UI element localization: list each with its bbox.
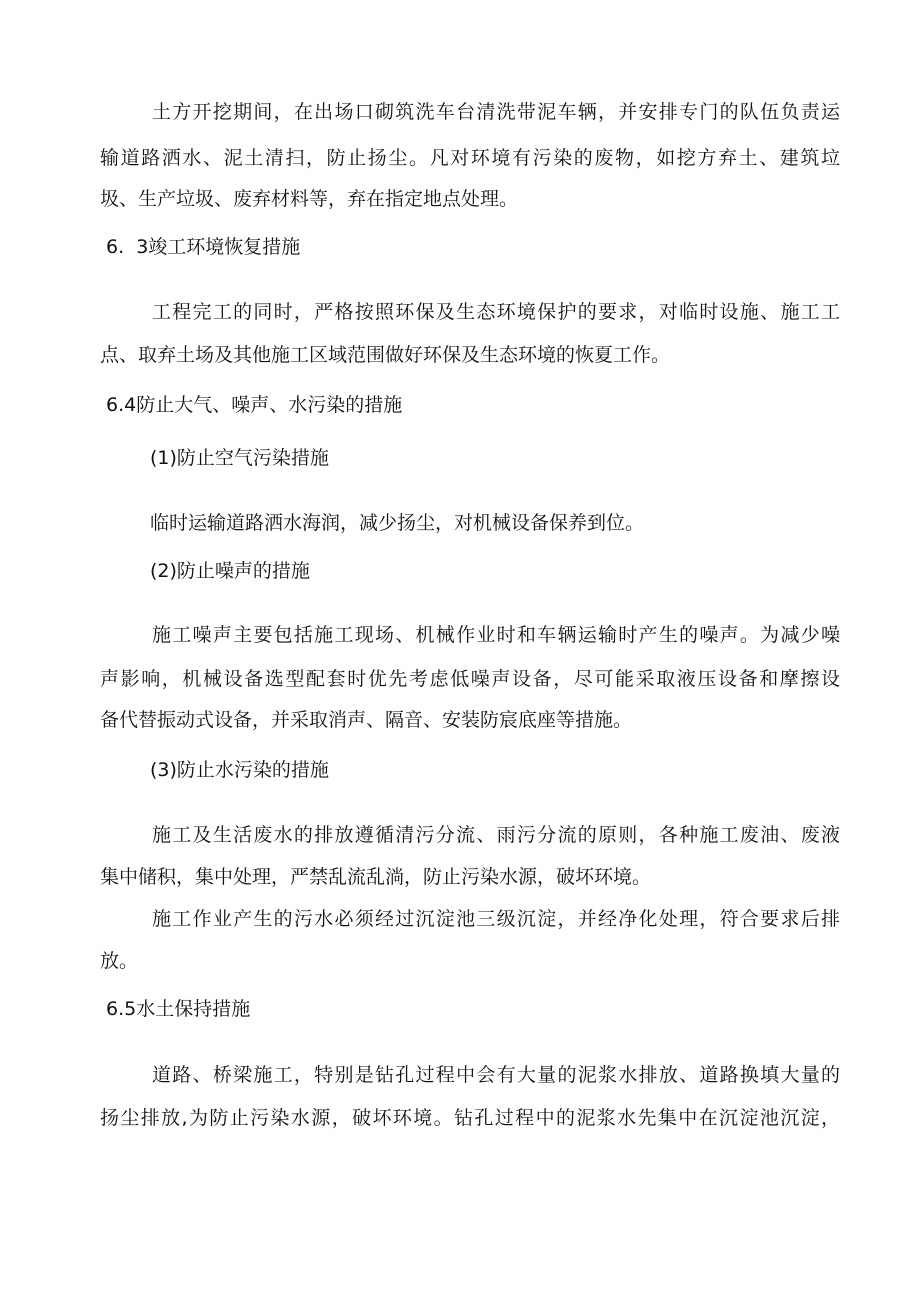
- paragraph-line: 声影响，机械设备选型配套时优先考虑低噪声设备，尽可能采取液压设备和摩擦设: [100, 668, 840, 690]
- paragraph-line: 圾、生产垃圾、废弃材料等，弃在指定地点处理。: [100, 188, 519, 210]
- paragraph-line: 施工作业产生的污水必须经过沉淀池三级沉淀，并经净化处理，符合要求后排: [152, 908, 840, 930]
- paragraph-line: 施工及生活废水的排放遵循清污分流、雨污分流的原则，各种施工废油、废液: [152, 824, 840, 846]
- paragraph-soil-water: [100, 1066, 840, 1085]
- paragraph-line: [100, 711, 840, 730]
- paragraph-earthwork: [100, 103, 840, 122]
- paragraph-line: 集中储积，集中处理，严禁乱流乱淌，防止污染水源，破坏环境。: [100, 866, 652, 888]
- paragraph-line: [100, 190, 840, 209]
- paragraph-line: 点、取弃土场及其他施工区域范围做好环保及生态环境的恢夏工作。: [100, 344, 671, 366]
- paragraph-line: 输道路洒水、泥土清扫，防止扬尘。凡对环境有污染的废物，如挖方弃土、建筑垃: [100, 147, 840, 169]
- paragraph-water: [100, 826, 840, 845]
- paragraph-line: [100, 670, 840, 689]
- paragraph-air: [150, 514, 890, 533]
- paragraph-sewage: [100, 910, 840, 929]
- paragraph-restoration: [100, 303, 840, 322]
- paragraph-line: 工程完工的同时，严格按照环保及生态环境保护的要求，对临时设施、施工工: [152, 301, 840, 323]
- paragraph-line: [100, 952, 840, 971]
- paragraph-line: [100, 1109, 840, 1128]
- paragraph-line: [100, 868, 840, 887]
- paragraph-line: 扬尘排放,为防止污染水源，破坏环境。钻孔过程中的泥浆水先集中在沉淀池沉淀，: [100, 1107, 840, 1129]
- paragraph-line: [100, 149, 840, 168]
- section-heading-6-3: 6. 3竣工环境恢复措施: [106, 236, 301, 258]
- paragraph-line: [100, 346, 840, 365]
- paragraph-line: 施工噪声主要包括施工现场、机械作业时和车辆运输时产生的噪声。为减少噪: [152, 624, 840, 646]
- paragraph-line: 备代替振动式设备，并采取消声、隔音、安装防宸底座等措施。: [100, 709, 633, 731]
- paragraph-line: 土方开挖期间，在出场口砌筑洗车台清洗带泥车辆，并安排专门的队伍负责运: [152, 101, 840, 123]
- subheading-noise: (2)防止噪声的措施: [150, 560, 310, 582]
- paragraph-line: 道路、桥梁施工，特别是钻孔过程中会有大量的泥浆水排放、道路换填大量的: [152, 1064, 840, 1086]
- paragraph-line: 放。: [100, 950, 139, 972]
- section-heading-6-4: 6.4防止大气、噪声、水污染的措施: [106, 394, 403, 416]
- subheading-water-pollution: (3)防止水污染的措施: [150, 759, 329, 781]
- paragraph-line: 临时运输道路洒水海润，减少扬尘，对机械设备保养到位。: [150, 512, 645, 534]
- subheading-air-pollution: (1)防止空气污染措施: [150, 447, 329, 469]
- section-heading-6-5: 6.5水土保持措施: [106, 998, 251, 1020]
- paragraph-noise: [100, 626, 840, 645]
